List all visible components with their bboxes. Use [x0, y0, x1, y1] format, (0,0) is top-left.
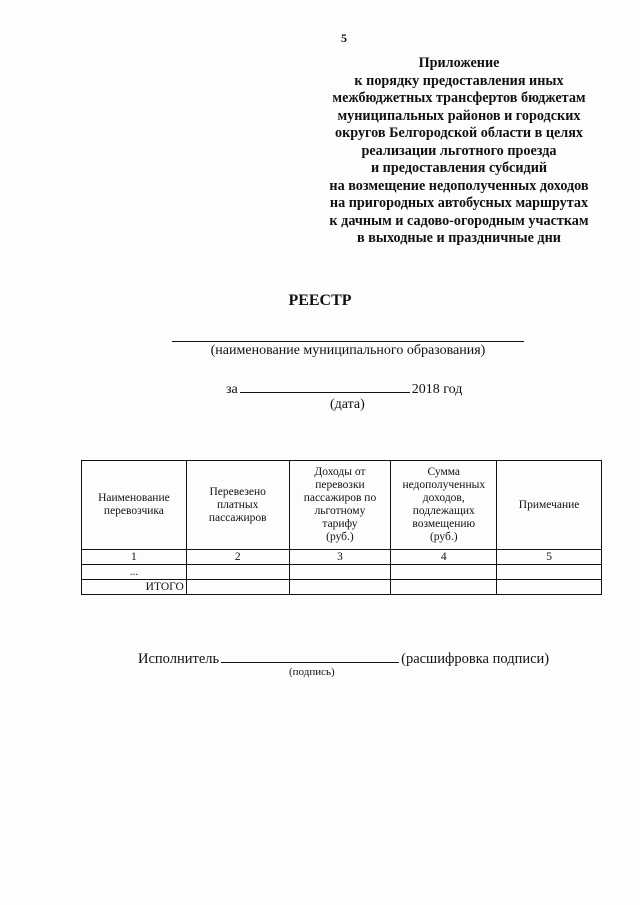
appendix-line: на пригородных автобусных маршрутах [329, 195, 589, 211]
period-prefix: за [226, 382, 238, 397]
table-cell [391, 580, 497, 595]
period-row [226, 378, 462, 398]
municipality-label: (наименование муниципального образования) [210, 343, 486, 358]
appendix-line: межбюджетных трансфертов бюджетам [332, 90, 586, 106]
column-number: 1 [82, 550, 187, 565]
ellipsis-cell: ... [82, 565, 187, 580]
appendix-line: на возмещение недополученных доходов [329, 177, 589, 194]
table-row [82, 550, 602, 565]
appendix-line: к порядку предоставления иных [354, 72, 564, 89]
signature-row [138, 648, 549, 668]
appendix-header [300, 55, 618, 248]
column-header-passengers: Перевезено платных пассажиров [186, 461, 289, 550]
column-number: 2 [186, 550, 289, 565]
appendix-line: муниципальных районов и городских [337, 107, 581, 124]
column-header-carrier: Наименование перевозчика [82, 461, 187, 550]
table-cell [497, 580, 602, 595]
total-label: ИТОГО [82, 580, 187, 595]
table-row [82, 565, 602, 580]
signature-label: (подпись) [289, 666, 335, 678]
appendix-line: округов Белгородской области в целях [334, 125, 584, 141]
signature-blank-line [221, 648, 399, 663]
period-suffix: 2018 год [411, 382, 463, 397]
page-number: 5 [341, 31, 347, 45]
appendix-line: и предоставления субсидий [370, 160, 548, 176]
column-number: 5 [497, 550, 602, 565]
municipality-blank-line [172, 341, 524, 342]
total-row [82, 580, 602, 595]
column-number: 3 [289, 550, 391, 565]
table-cell [186, 565, 289, 580]
column-number: 4 [391, 550, 497, 565]
table-cell [289, 565, 391, 580]
table-cell [289, 580, 391, 595]
appendix-line: Приложение [418, 55, 500, 71]
executor-label: Исполнитель [138, 651, 220, 667]
date-blank-line [240, 378, 410, 393]
table-cell [186, 580, 289, 595]
table-cell [497, 565, 602, 580]
column-header-note: Примечание [497, 461, 602, 550]
table-header-row [82, 461, 602, 550]
date-label: (дата) [330, 397, 365, 412]
registry-table [81, 460, 602, 595]
document-title: РЕЕСТР [288, 292, 352, 309]
appendix-line: к дачным и садово-огородным участкам [329, 212, 589, 229]
column-header-shortfall: Сумма недополученных доходов, подлежащих возмещению (руб.) [391, 461, 497, 550]
appendix-line: в выходные и праздничные дни [357, 230, 561, 246]
column-header-income: Доходы от перевозки пассажиров по льготному тарифу (руб.) [289, 461, 391, 550]
table-cell [391, 565, 497, 580]
signature-decoding-label: (расшифровка подписи) [401, 651, 550, 667]
appendix-line: реализации льготного проезда [361, 142, 557, 159]
